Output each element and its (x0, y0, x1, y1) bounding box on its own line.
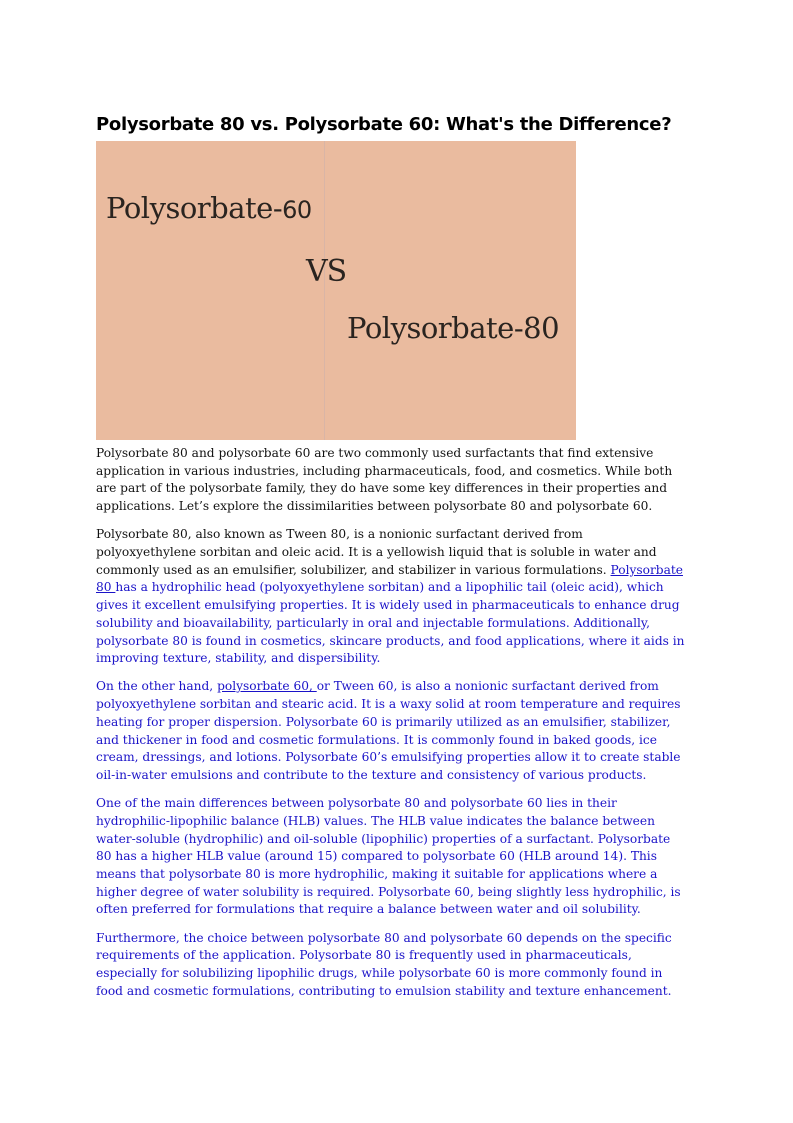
hero-left-word: Polysorbate- (106, 191, 283, 225)
paragraph-polysorbate-80-intro: Polysorbate 80, also known as Tween 80, is a nonionic surfactant derived from polyoxyethylene sorbitan and oleic acid. It is a yellowish liquid that is soluble in water and commonly used as an emulsifier, solubilizer, and stabilizer in various formulations. (96, 527, 657, 577)
paragraph-intro: Polysorbate 80 and polysorbate 60 are two commonly used surfactants that find extensive application in various industries, including pharmaceuticals, food, and cosmetics. While both are part of the polysorbate family, they do have some key differences in their properties and applications. Let’s explore the dissimilarities between polysorbate 80 and polysorbate 60. (96, 446, 673, 514)
paragraph-hlb-differences: One of the main differences between polysorbate 80 and polysorbate 60 lies in their hydrophilic-lipophilic balance (HLB) values. The HLB value indicates the balance between water-soluble (hydrophilic) and oil-soluble (lipophilic) properties of a surfactant. Polysorbate 80 has a higher HLB value (around 15) compared to polysorbate 60 (HLB around 14). This means that polysorbate 80 is more hydrophilic, making it suitable for applications where a higher degree of water solubility is required. Polysorbate 60, being slightly less hydrophilic, is often preferred for formulations that require a balance between water and oil solubility. (96, 796, 681, 917)
hero-label-polysorbate-60 (106, 191, 312, 225)
document-page (96, 112, 686, 1011)
paragraph-polysorbate-60-rest: or Tween 60, is also a nonionic surfactant derived from polyoxyethylene sorbitan and stearic acid. It is a waxy solid at room temperature and requires heating for proper dispersion. Polysorbate 60 is primarily utilized as an emulsifier, stabilizer, and thickener in food and cosmetic formulations. It is commonly found in baked goods, ice cream, dressings, and lotions. Polysorbate 60’s emulsifying properties allow it to create stable oil-in-water emulsions and contribute to the texture and consistency of various products. (96, 679, 681, 782)
hero-label-polysorbate-80: Polysorbate-80 (347, 311, 560, 345)
paragraph-polysorbate-80-rest: has a hydrophilic head (polyoxyethylene sorbitan) and a lipophilic tail (oleic acid), which gives it excellent emulsifying properties. It is widely used in pharmaceuticals to enhance drug solubility and bioavailability, particularly in oral and injectable formulations. Additionally, polysorbate 80 is found in cosmetics, skincare products, and food applications, where it aids in improving texture, stability, and dispersibility. (96, 580, 685, 666)
hero-image (96, 141, 576, 440)
polysorbate-60-link[interactable]: polysorbate 60, (217, 679, 317, 694)
paragraph-conclusion: Furthermore, the choice between polysorbate 80 and polysorbate 60 depends on the specific requirements of the application. Polysorbate 80 is frequently used in pharmaceuticals, especially for solubilizing lipophilic drugs, while polysorbate 60 is more commonly found in food and cosmetic formulations, contributing to emulsion stability and texture enhancement. (96, 930, 672, 998)
paragraph-polysorbate-80 (96, 526, 686, 668)
paragraph-polysorbate-60 (96, 678, 686, 784)
hero-divider (324, 141, 325, 440)
hero-label-vs: VS (306, 254, 347, 289)
hero-left-number: 60 (282, 196, 312, 224)
paragraph-polysorbate-60-intro: On the other hand, (96, 679, 218, 694)
article-title: Polysorbate 80 vs. Polysorbate 60: What's the Difference? (96, 114, 672, 135)
polysorbate-80-link[interactable]: Polysorbate 80 (96, 562, 683, 595)
